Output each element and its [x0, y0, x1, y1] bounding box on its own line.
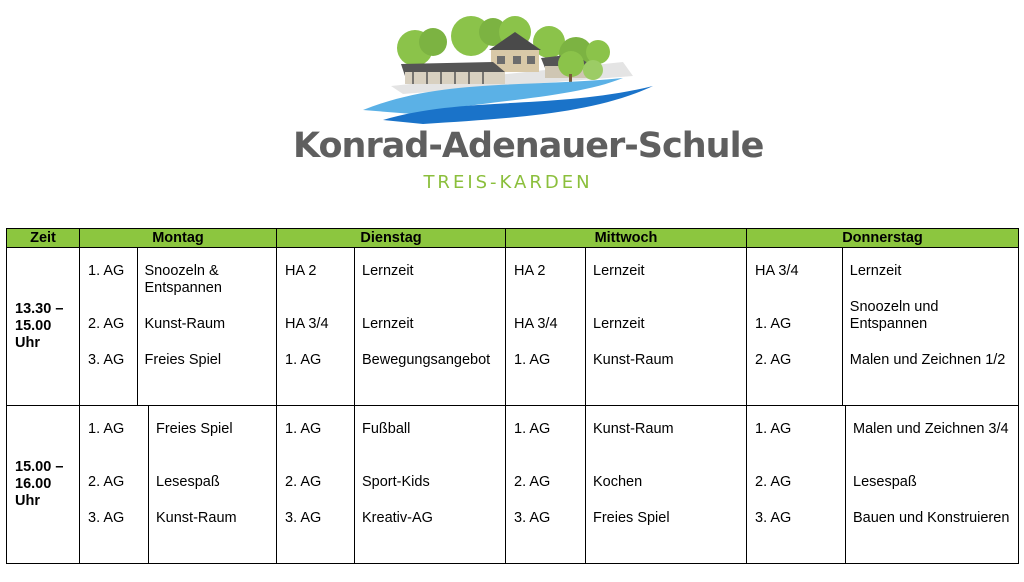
activity-label: Kunst-Raum	[593, 421, 674, 437]
activity-label: Kunst-Raum	[156, 510, 237, 526]
ag-label: 2. AG	[88, 316, 125, 332]
activity-label: Freies Spiel	[156, 421, 233, 437]
school-building-illustration	[293, 14, 723, 124]
ag-label: HA 2	[285, 263, 317, 279]
ag-label: 1. AG	[88, 263, 125, 279]
day-cell-monday	[80, 248, 277, 406]
header-row	[7, 229, 1019, 248]
ag-label: 3. AG	[514, 510, 551, 526]
activity-label: Lernzeit	[362, 316, 414, 332]
time-slot: 13.30 – 15.00 Uhr	[7, 248, 80, 406]
ag-label: 3. AG	[285, 510, 322, 526]
school-logo	[293, 14, 764, 196]
school-town: TREIS-KARDEN	[423, 172, 593, 193]
activity-label: Kreativ-AG	[362, 510, 433, 526]
ag-label: 3. AG	[755, 510, 792, 526]
activity-label: Kunst-Raum	[144, 316, 226, 332]
ag-label: 3. AG	[88, 510, 125, 526]
header-monday: Montag	[80, 229, 277, 248]
table-row	[7, 248, 1019, 406]
table-row	[7, 406, 1019, 564]
header-wednesday: Mittwoch	[506, 229, 747, 248]
school-name: Konrad-Adenauer-Schule	[293, 126, 764, 166]
header-thursday: Donnerstag	[747, 229, 1019, 248]
activity-label: Kunst-Raum	[593, 352, 674, 368]
ag-label: 1. AG	[514, 352, 551, 368]
activity-label: Lernzeit	[593, 263, 645, 279]
ag-label: 1. AG	[285, 352, 322, 368]
ag-label: 2. AG	[285, 474, 322, 490]
day-cell-tuesday	[277, 406, 506, 564]
activity-label: Freies Spiel	[593, 510, 670, 526]
day-cell-thursday	[747, 406, 1019, 564]
header-time: Zeit	[7, 229, 80, 248]
ag-label: HA 3/4	[514, 316, 558, 332]
ag-label: 1. AG	[285, 421, 322, 437]
ag-label: 2. AG	[755, 474, 792, 490]
day-cell-monday	[80, 406, 277, 564]
activity-label: Fußball	[362, 421, 411, 437]
activity-label: Freies Spiel	[144, 352, 222, 368]
activity-label: Malen und Zeichnen 1/2	[849, 352, 1006, 368]
time-slot: 15.00 – 16.00 Uhr	[7, 406, 80, 564]
ag-label: 2. AG	[514, 474, 551, 490]
ag-label: 1. AG	[755, 316, 792, 332]
schedule-table	[6, 228, 1019, 564]
activity-label: Lernzeit	[362, 263, 414, 279]
ag-label: HA 3/4	[285, 316, 329, 332]
ag-label: HA 3/4	[755, 263, 799, 279]
day-cell-tuesday	[277, 248, 506, 406]
ag-label: 3. AG	[88, 352, 125, 368]
ag-label: 2. AG	[755, 352, 792, 368]
day-cell-wednesday	[506, 406, 747, 564]
ag-label: HA 2	[514, 263, 546, 279]
ag-label: 1. AG	[88, 421, 125, 437]
activity-label: Lesespaß	[853, 474, 917, 490]
activity-label: Malen und Zeichnen 3/4	[853, 421, 1009, 437]
activity-label: Lesespaß	[156, 474, 220, 490]
activity-label: Lernzeit	[849, 263, 902, 279]
ag-label: 1. AG	[755, 421, 792, 437]
ag-label: 1. AG	[514, 421, 551, 437]
activity-label: Snoozeln & Entspannen	[144, 263, 222, 296]
day-cell-wednesday	[506, 248, 747, 406]
activity-label: Bewegungsangebot	[362, 352, 491, 368]
activity-label: Kochen	[593, 474, 643, 490]
activity-label: Bauen und Konstruieren	[853, 510, 1010, 526]
day-cell-thursday	[747, 248, 1019, 406]
header-tuesday: Dienstag	[277, 229, 506, 248]
activity-label: Snoozeln und Entspannen	[849, 299, 939, 332]
activity-label: Lernzeit	[593, 316, 645, 332]
activity-label: Sport-Kids	[362, 474, 430, 490]
ag-label: 2. AG	[88, 474, 125, 490]
